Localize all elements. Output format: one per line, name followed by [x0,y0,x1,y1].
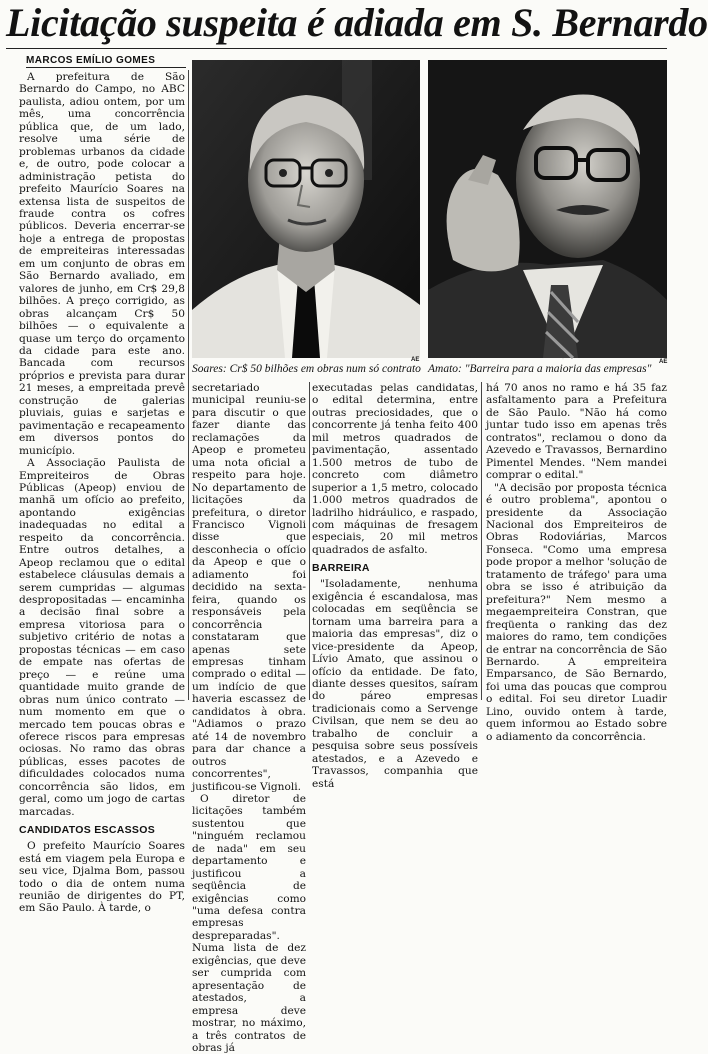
column-1-subhead: CANDIDATOS ESCASSOS [19,824,155,837]
column-2-paragraph-1: secretariado municipal reuniu-se para discutir o que fazer diante das reclamações da Apeop e prometeu uma nota oficial a respeito para hoje. No departamento de licitações da prefeitura, o diretor Francisco Vignoli disse que desconhecia o ofício da Apeop e que o adiamento foi decidido na sexta-feira, quando os responsáveis pela concorrência constataram que apenas sete empresas tinham comprado o edital — um indício de que haveria escassez de candidatos à obra. "Adiamos o prazo até 14 de novembro para dar chance a outros concorrentes", justificou-se Vignoli. [192,382,306,793]
column-4-paragraph-1: há 70 anos no ramo e há 35 faz asfaltamento para a Prefeitura de São Paulo. "Não há como juntar tudo isso em apenas três contratos", reclamou o dono da Azevedo e Travassos, Bernardino Pimentel Mendes. "Nem mandei comprar o edital." [486,382,667,482]
column-3-paragraph-1: executadas pelas candidatas, o edital determina, entre outras preciosidades, que o concorrente já tenha feito 400 mil metros quadrados de pavimentação, assentado 1.500 metros de tubo de concreto com diâmetro superior a 1,5 metro, colocado 1.000 metros quadrados de ladrilho hidráulico, e raspado, com máquinas de fresagem especiais, 20 mil metros quadrados de asfalto. [312,382,478,556]
caption-amato: Amato: "Barreira para a maioria das empresas" [428,363,652,375]
column-1-paragraph-1: A prefeitura de São Bernardo do Campo, no ABC paulista, adiou ontem, por um mês, uma concorrência pública que, de um lado, resolve uma série de problemas urbanos da cidade e, de outro, pode colocar a administração petista do prefeito Maurício Soares na extensa lista de suspeitos de fraude contra os cofres públicos. Deveria encerrar-se hoje a entrega de propostas de empreiteiras interessadas em um conjunto de obras em São Bernardo avaliado, em valores de junho, em Cr$ 29,8 bilhões. A preço corrigido, as obras alcançam Cr$ 50 bilhões — o equivalente a quase um terço do orçamento da cidade para este ano. Bancada com recursos próprios e prevista para durar 21 meses, a empreitada prevê construção de galerias pluviais, guias e sarjetas e pavimentação e recapeamento em diversos pontos do município. [19,71,185,457]
photo-credit-left: AE [411,357,420,363]
column-divider-2 [309,382,310,700]
photo-amato [428,60,667,358]
column-3-subhead: BARREIRA [312,562,370,575]
column-4 [486,382,667,743]
column-1-paragraph-3: O prefeito Maurício Soares está em viagem pela Europa e seu vice, Djalma Bom, passou todo o dia de ontem numa reunião de dirigentes do PT, em São Paulo. À tarde, o [19,840,185,915]
byline: MARCOS EMÍLIO GOMES [26,54,186,68]
photo-soares [192,60,420,358]
column-divider-3 [481,382,482,700]
headline-rule [6,48,667,49]
amato-portrait-image [428,60,667,358]
column-3 [312,382,478,790]
column-2-paragraph-2: O diretor de licitações também sustentou que "ninguém reclamou de nada" em seu departamento e justificou a seqüência de exigências como "uma defesa contra empresas despreparadas". Numa lista de dez exigências, que deve ser cumprida com apresentação de atestados, a empresa deve mostrar, no máximo, a três contratos de obras já [192,792,306,1054]
column-1 [19,71,185,915]
headline: Licitação suspeita é adiada em S. Bernardo [6,0,708,45]
column-3-paragraph-2: "Isoladamente, nenhuma exigência é escandalosa, mas colocadas em seqüência se tornam uma barreira para a maioria das empresas", diz o vice-presidente da Apeop, Lívio Amato, que assinou o ofício da entidade. De fato, diante desses quesitos, saíram do páreo empresas tradicionais como a Servenge Civilsan, que nem se deu ao trabalho de concluir a pesquisa sobre seus possíveis atestados, e a Azevedo e Travassos, companhia que está [312,578,478,790]
column-1-paragraph-2: A Associação Paulista de Empreiteiros de Obras Públicas (Apeop) enviou de manhã um ofício ao prefeito, apontando exigências inadequadas no edital a respeito da concorrência. Entre outros detalhes, a Apeop reclamou que o edital estabelece cláusulas demais a serem cumpridas — algumas despropositadas — encaminha a decisão final sobre a empresa vitoriosa para o subjetivo critério de notas a propostas técnicas — em caso de empate nas ofertas de preço — e reúne uma quantidade muito grande de obras num único contrato — num momento em que o mercado tem poucas obras e oferece riscos para empresas ociosas. No ramo das obras públicas, esses pacotes de dificuldades colocados numa concorrência são lidos, em geral, como um jogo de cartas marcadas. [19,457,185,818]
column-divider-1 [188,70,189,700]
caption-soares: Soares: Cr$ 50 bilhões em obras num só contrato [192,363,421,375]
photo-credit-right: AE [659,359,668,365]
column-2 [192,382,306,1054]
soares-portrait-image [192,60,420,358]
column-4-paragraph-2: "A decisão por proposta técnica é outro problema", apontou o presidente da Associação Nacional dos Empreiteiros de Obras Rodoviárias, Marcos Fonseca. "Como uma empresa pode propor a melhor 'solução de tratamento de tráfego' para uma obra se isso é atribuição da prefeitura?" Nem mesmo a megaempreiteira Constran, que freqüenta o ranking das dez maiores do ramo, tem condições de entrar na concorrência de São Bernardo. A empreiteira Emparsanco, de São Bernardo, foi uma das poucas que comprou o edital. Foi seu diretor Luadir Lino, ouvido ontem à tarde, quem informou ao Estado sobre o adiamento da concorrência. [486,481,667,743]
